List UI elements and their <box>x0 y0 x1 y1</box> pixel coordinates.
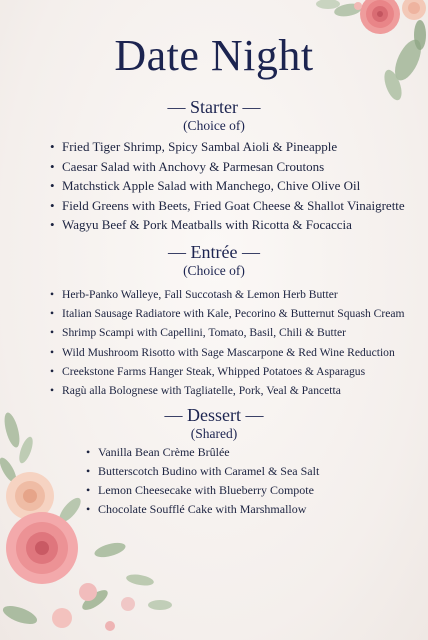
starter-note: (Choice of) <box>183 118 245 133</box>
list-item: • Lemon Cheesecake with Blueberry Compote <box>86 481 319 500</box>
entree-list <box>50 285 405 400</box>
starter-heading: — Starter — <box>167 97 261 117</box>
list-item: • Matchstick Apple Salad with Manchego, Chive Olive Oil <box>50 176 405 196</box>
dessert-heading: — Dessert — <box>164 405 264 425</box>
list-item: • Fried Tiger Shrimp, Spicy Sambal Aioli & Pineapple <box>50 137 405 157</box>
list-item: • Butterscotch Budino with Caramel & Sea Salt <box>86 462 319 481</box>
starter-list <box>50 137 405 235</box>
list-item: • Caesar Salad with Anchovy & Parmesan Croutons <box>50 157 405 177</box>
list-item: • Vanilla Bean Crème Brûlée <box>86 443 319 462</box>
list-item: • Field Greens with Beets, Fried Goat Cheese & Shallot Vinaigrette <box>50 196 405 216</box>
list-item: • Wagyu Beef & Pork Meatballs with Ricotta & Focaccia <box>50 215 405 235</box>
page-title: Date Night <box>114 31 314 80</box>
entree-heading: — Entrée — <box>168 242 260 262</box>
list-item: • Herb-Panko Walleye, Fall Succotash & Lemon Herb Butter <box>50 285 405 304</box>
list-item: • Shrimp Scampi with Capellini, Tomato, Basil, Chili & Butter <box>50 323 405 342</box>
dessert-note: (Shared) <box>190 426 238 441</box>
list-item: • Italian Sausage Radiatore with Kale, Pecorino & Butternut Squash Cream <box>50 304 405 323</box>
entree-note: (Choice of) <box>183 263 245 278</box>
list-item: • Creekstone Farms Hanger Steak, Whipped Potatoes & Asparagus <box>50 362 405 381</box>
list-item: • Wild Mushroom Risotto with Sage Mascarpone & Red Wine Reduction <box>50 343 405 362</box>
dessert-list <box>86 443 319 519</box>
list-item: • Ragù alla Bolognese with Tagliatelle, Pork, Veal & Pancetta <box>50 381 405 400</box>
list-item: • Chocolate Soufflé Cake with Marshmallow <box>86 500 319 519</box>
